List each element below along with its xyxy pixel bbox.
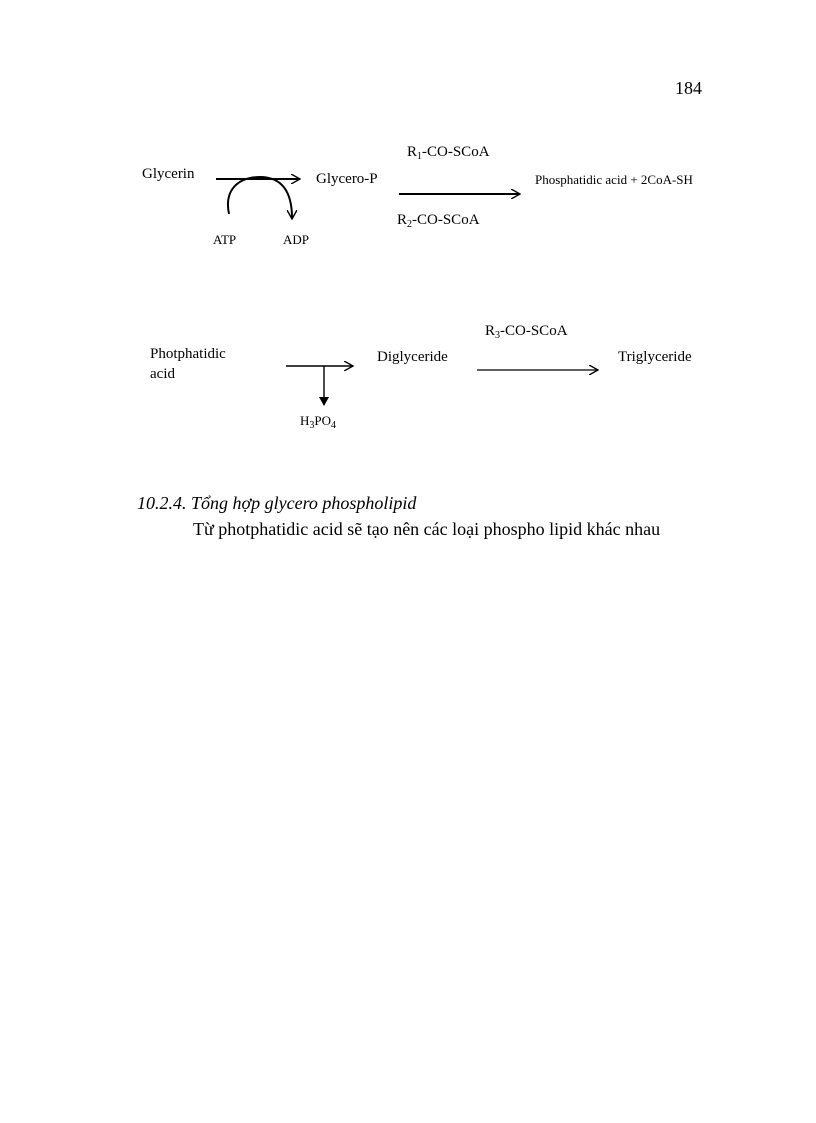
reaction-diagram-arrows <box>0 0 816 480</box>
reagent-r1-co-scoa: $R_1-CO$-SCoA <box>407 144 490 162</box>
atp-label: ATP <box>213 232 237 247</box>
diglyceride-label: Diglyceride <box>377 349 448 365</box>
reagent-r2-co-scoa: $R_2-CO$-SCoA <box>397 212 480 230</box>
arrow-atp-to-adp <box>228 177 292 218</box>
photphatidic-label-line1: Photphatidic <box>150 346 226 362</box>
triglyceride-label: Triglyceride <box>618 349 692 365</box>
section-body-text: Từ photphatidic acid sẽ tạo nên các loại phospho lipid khác nhau <box>193 519 661 539</box>
phosphatidic-acid-product-label: Phosphatidic acid + 2CoA-SH <box>535 172 693 187</box>
h3po4-label: $H_3PO_4$ <box>300 413 337 431</box>
glycero-p-label: Glycero-P <box>316 171 378 187</box>
reagent-r3-co-scoa: $R_3-CO$-SCoA <box>485 323 568 341</box>
photphatidic-label-line2: acid <box>150 366 175 382</box>
section-heading: 10.2.4. Tổng hợp glycero phospholipid <box>137 493 417 513</box>
glycerin-label: Glycerin <box>142 166 195 182</box>
adp-label: ADP <box>283 232 310 247</box>
page-number: 184 <box>675 78 702 98</box>
